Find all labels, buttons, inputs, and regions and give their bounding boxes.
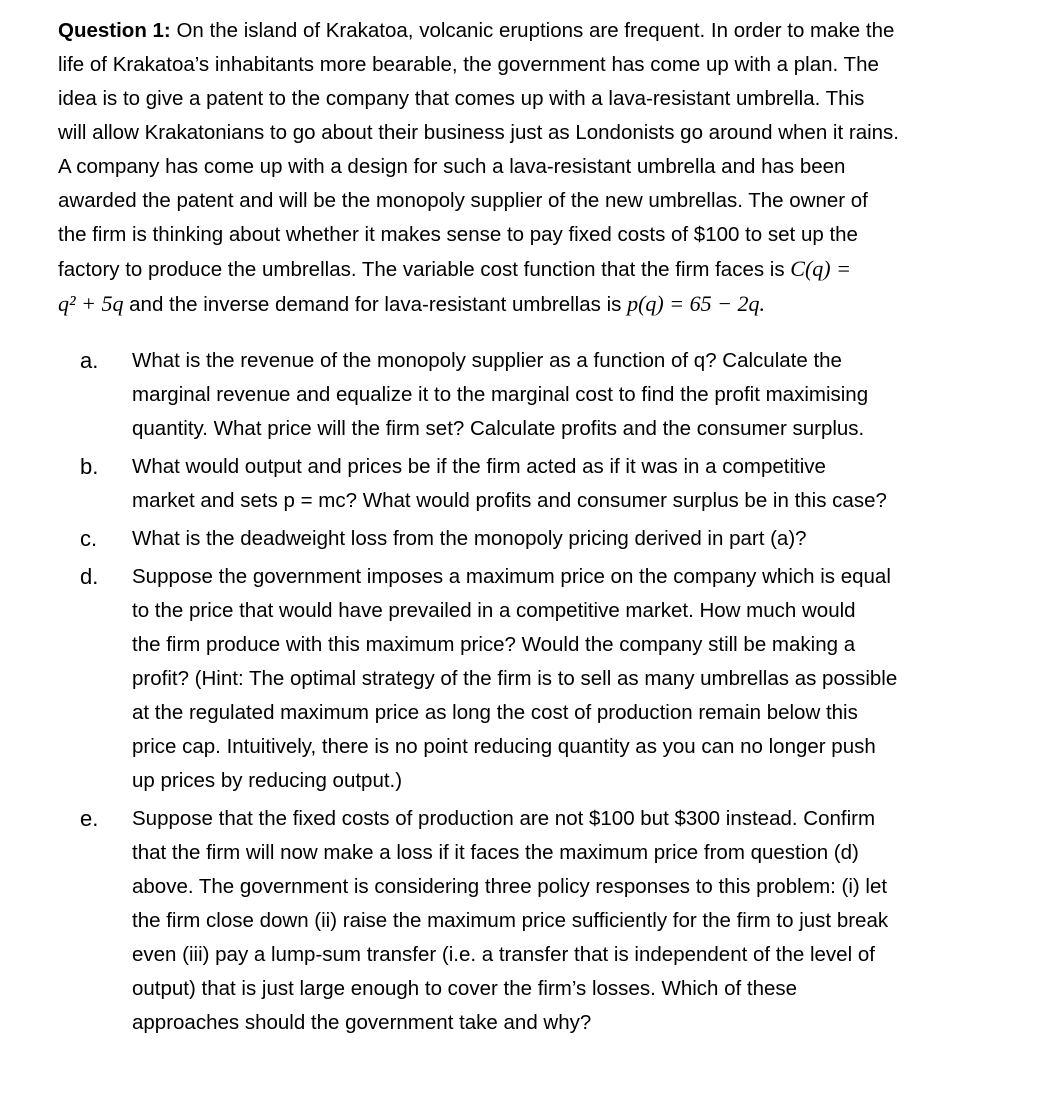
part-line: price cap. Intuitively, there is no point reducing quantity as you can no longer push — [132, 735, 876, 758]
part-line: at the regulated maximum price as long the cost of production remain below this — [132, 701, 858, 724]
part-line: market and sets p = mc? What would profits and consumer surplus be in this case? — [132, 489, 887, 512]
demand-function-math: p(q) = 65 − 2q. — [627, 291, 765, 316]
part-a — [74, 344, 974, 446]
part-line: What would output and prices be if the firm acted as if it was in a competitive — [132, 455, 826, 478]
part-d — [74, 560, 974, 798]
question-document — [58, 14, 978, 1034]
intro-line: factory to produce the umbrellas. The variable cost function that the firm faces is — [58, 258, 791, 281]
part-e — [74, 802, 974, 1040]
intro-line: awarded the patent and will be the monopoly supplier of the new umbrellas. The owner of — [58, 189, 868, 212]
part-letter: e. — [80, 806, 99, 831]
part-line: even (iii) pay a lump-sum transfer (i.e. a transfer that is independent of the level of — [132, 943, 875, 966]
intro-line: the firm is thinking about whether it makes sense to pay fixed costs of $100 to set up the — [58, 223, 858, 246]
part-line: to the price that would have prevailed in a competitive market. How much would — [132, 599, 856, 622]
part-letter: a. — [80, 348, 99, 373]
intro-line: will allow Krakatonians to go about their business just as Londonists go around when it rains. — [58, 121, 899, 144]
cost-function-math: C(q) = — [790, 256, 851, 281]
part-line: Suppose the government imposes a maximum price on the company which is equal — [132, 565, 891, 588]
part-line: that the firm will now make a loss if it faces the maximum price from question (d) — [132, 841, 859, 864]
part-line: What is the deadweight loss from the monopoly pricing derived in part (a)? — [132, 527, 807, 550]
part-line: above. The government is considering three policy responses to this problem: (i) let — [132, 875, 888, 898]
part-line: approaches should the government take and why? — [132, 1011, 592, 1034]
part-line: profit? (Hint: The optimal strategy of the firm is to sell as many umbrellas as possible — [132, 667, 898, 690]
part-line: What is the revenue of the monopoly supplier as a function of q? Calculate the — [132, 349, 842, 372]
intro-line: On the island of Krakatoa, volcanic eruptions are frequent. In order to make the — [170, 19, 895, 42]
intro-line: and the inverse demand for lava-resistant umbrellas is — [123, 293, 628, 316]
part-line: up prices by reducing output.) — [132, 769, 403, 792]
cost-function-math-cont: q² + 5q — [58, 291, 124, 316]
question-intro — [58, 14, 978, 322]
part-line: quantity. What price will the firm set? Calculate profits and the consumer surplus. — [132, 417, 865, 440]
part-line: the firm close down (ii) raise the maximum price sufficiently for the firm to just break — [132, 909, 889, 932]
intro-line: idea is to give a patent to the company that comes up with a lava-resistant umbrella. This — [58, 87, 865, 110]
part-line: the firm produce with this maximum price? Would the company still be making a — [132, 633, 856, 656]
question-label: Question 1: — [58, 19, 171, 42]
question-parts-list — [74, 344, 974, 1044]
part-letter: c. — [80, 526, 98, 551]
part-line: Suppose that the fixed costs of production are not $100 but $300 instead. Confirm — [132, 807, 876, 830]
intro-line: A company has come up with a design for such a lava-resistant umbrella and has been — [58, 155, 846, 178]
part-letter: d. — [80, 564, 99, 589]
part-line: marginal revenue and equalize it to the marginal cost to find the profit maximising — [132, 383, 869, 406]
part-c — [74, 522, 974, 556]
intro-line: life of Krakatoa’s inhabitants more bearable, the government has come up with a plan. The — [58, 53, 879, 76]
part-letter: b. — [80, 454, 99, 479]
part-line: output) that is just large enough to cover the firm’s losses. Which of these — [132, 977, 798, 1000]
part-b — [74, 450, 974, 518]
